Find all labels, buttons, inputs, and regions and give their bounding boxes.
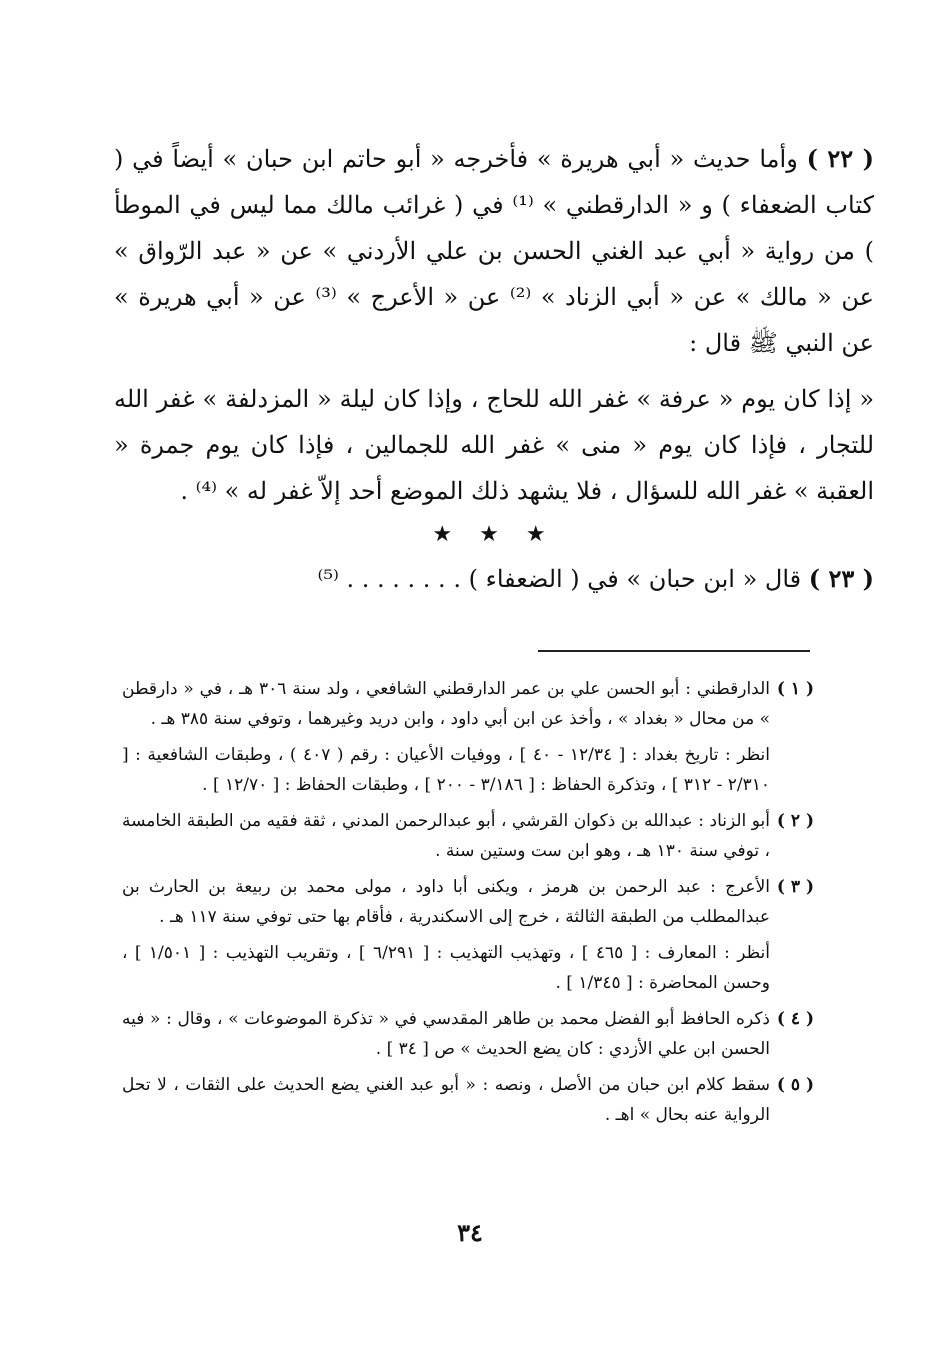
footnote-references: انظر : تاريخ بغداد : [ ١٢/٣٤ - ٤٠ ] ، ووفيات الأعيان : رقم ( ٤٠٧ ) ، وطبقات الشافعية : [ ٢/٣١٠ - ٣١٢ ] ، وتذكرة الحفاظ : [ ٣/١٨٦ - ٢٠٠ ] ، وطبقات الحفاظ : [ ١٢/٧٠ ] .: [122, 745, 770, 795]
entry-23: [114, 556, 874, 602]
footnote-4: [122, 1004, 814, 1064]
entry-number: ( ٢٢ ): [806, 144, 874, 173]
footnotes: [122, 674, 814, 1136]
footnote-text: أبو الزناد : عبدالله بن ذكوان القرشي ، أبو عبدالرحمن المدني ، ثقة فقيه من الطبقة الخامسة ، توفي سنة ١٣٠ هـ ، وهو ابن ست وستين سنة .: [122, 811, 770, 861]
footnote-divider: [538, 650, 810, 652]
footnote-references: أنظر : المعارف : [ ٤٦٥ ] ، وتهذيب التهذيب : [ ٦/٢٩١ ] ، وتقريب التهذيب : [ ١/٥٠١ ] ، وحسن المحاضرة : [ ١/٣٤٥ ] .: [122, 943, 770, 993]
entry-22: [114, 136, 874, 366]
entry-text: وأما حديث « أبي هريرة » فأخرجه « أبو حاتم ابن حبان » أيضاً في ( كتاب الضعفاء ) و « الدارقطني » ⁽¹⁾ في ( غرائب مالك مما ليس في الموطأ ) من رواية « أبي عبد الغني الحسن بن علي الأردني » عن « عبد الرّواق » عن « مالك » عن « أبي الزناد » ⁽²⁾ عن « الأعرج » ⁽³⁾ عن « أبي هريرة » عن النبي ﷺ قال :: [114, 145, 874, 357]
section-separator: ★ ★ ★: [432, 522, 556, 547]
main-text: [114, 136, 874, 602]
footnote-2: [122, 806, 814, 866]
footnote-text: الدارقطني : أبو الحسن علي بن عمر الدارقطني الشافعي ، ولد سنة ٣٠٦ هـ ، في « دارقطن » من محال « بغداد » ، وأخذ عن ابن أبي داود ، وابن دريد وغيرهما ، وتوفي سنة ٣٨٥ هـ .: [122, 679, 770, 729]
footnote-1: [122, 674, 814, 734]
footnote-5: [122, 1070, 814, 1130]
hadith-quote: « إذا كان يوم « عرفة » غفر الله للحاج ، وإذا كان ليلة « المزدلفة » غفر الله للتجار ، فإذا كان يوم « منى » غفر الله للجمالين ، فإذا كان يوم جمرة « العقبة » غفر الله للسؤال ، فلا يشهد ذلك الموضع أحد إلاّ غفر له » ⁽⁴⁾ .: [114, 385, 874, 505]
footnote-3: [122, 872, 814, 932]
footnote-number: ( ٢ ): [776, 811, 814, 831]
footnote-number: ( ٤ ): [776, 1009, 814, 1029]
entry-text: قال « ابن حبان » في ( الضعفاء ) . . . . . . . . ⁽⁵⁾: [317, 565, 802, 593]
footnote-number: ( ٥ ): [776, 1075, 814, 1095]
footnote-number: ( ١ ): [776, 679, 814, 699]
footnote-number: ( ٣ ): [776, 877, 814, 897]
page-number: ٣٤: [457, 1218, 483, 1247]
footnote-text: سقط كلام ابن حبان من الأصل ، ونصه : « أبو عبد الغني يضع الحديث على الثقات ، لا تحل الرواية عنه بحال » اهـ .: [122, 1075, 770, 1125]
footnote-text: الأعرج : عبد الرحمن بن هرمز ، ويكنى أبا داود ، مولى محمد بن ربيعة بن الحارث بن عبدالمطلب من الطبقة الثالثة ، خرج إلى الاسكندرية ، فأقام بها حتى توفي سنة ١١٧ هـ .: [122, 877, 770, 927]
footnote-text: ذكره الحافظ أبو الفضل محمد بن طاهر المقدسي في « تذكرة الموضوعات » ، وقال : « فيه الحسن ابن علي الأزدي : كان يضع الحديث » ص [ ٣٤ ] .: [122, 1009, 770, 1059]
entry-number: ( ٢٣ ): [808, 564, 874, 593]
